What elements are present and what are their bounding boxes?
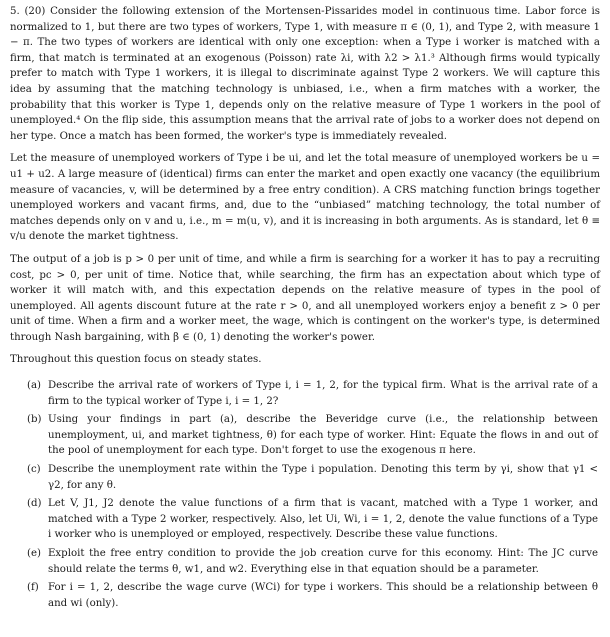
- question-part-d: [10, 496, 600, 543]
- part-label: (a): [27, 380, 42, 392]
- question-part-b: [10, 412, 600, 459]
- question-part-a: [10, 378, 600, 409]
- question-part-e: [10, 546, 600, 577]
- problem-number: 5.: [10, 6, 20, 17]
- question-part-f: [10, 580, 600, 611]
- part-text: Let V, J1, J2 denote the value functions of a firm that is vacant, matched with a Type 1 worker, and matched with a Type 2 worker, respectively. Also, let Ui, Wi, i = 1, 2, denote the value functions of a Type i worker who is unemployed or employed, respectively. Describe these value functions.: [48, 498, 598, 541]
- part-label: (c): [27, 464, 41, 476]
- part-label: (e): [27, 548, 41, 559]
- part-text: For i = 1, 2, describe the wage curve (WCi) for type i workers. This should be a relationship between θ and wi (only).: [48, 582, 598, 609]
- part-label: (b): [27, 414, 42, 426]
- paragraph-output-costs: The output of a job is p > 0 per unit of time, and while a firm is searching for a worker it has to pay a recruiting cost, pc > 0, per unit of time. Notice that, while searching, the firm has an expectation about which type of worker it will match with, and this expectation depends on the relative measure of types in the pool of unemployed. All agents discount future at the rate r > 0, and all unemployed workers enjoy a benefit z > 0 per unit of time. When a firm and a worker meet, the wage, which is contingent on the worker's type, is determined through Nash bargaining, with β ∈ (0, 1) denoting the worker's power.: [10, 253, 600, 343]
- part-text: Describe the arrival rate of workers of Type i, i = 1, 2, for the typical firm. What is the arrival rate of a firm to the typical worker of Type i, i = 1, 2?: [48, 380, 598, 407]
- part-label: (d): [27, 498, 42, 510]
- problem-intro: [10, 4, 600, 144]
- part-text: Describe the unemployment rate within the Type i population. Denoting this term by γi, show that γ1 < γ2, for any θ.: [48, 464, 598, 491]
- part-label: (f): [27, 582, 39, 594]
- part-text: Exploit the free entry condition to provide the job creation curve for this economy. Hint: The JC curve should relate the terms θ, w1, and w2. Everything else in that equation should be a parameter.: [48, 548, 598, 575]
- intro-text: (20) Consider the following extension of the Mortensen-Pissarides model in continuous time. Labor force is normalized to 1, but there are two types of workers, Type 1, with measure π ∈ (0, 1), and Type 2, with measure 1 − π. The two types of workers are identical with only one exception: when a Type i worker is matched with a firm, that match is terminated at an exogenous (Poisson) rate λi, with λ2 > λ1.³ Although firms would typically prefer to match with Type 1 workers, it is illegal to discriminate against Type 2 workers. We will capture this idea by assuming that the matching technology is unbiased, i.e., when a firm matches with a worker, the probability that this worker is Type 1, depends only on the relative measure of Type 1 workers in the pool of unemployed.⁴ On the flip side, this assumption means that the arrival rate of jobs to a worker does not depend on her type. Once a match has been formed, the worker's type is immediately revealed.: [10, 6, 600, 142]
- part-text: Using your findings in part (a), describe the Beveridge curve (i.e., the relationship between unemployment, ui, and market tightness, θ) for each type of worker. Hint: Equate the flows in and out of the pool of unemployment for each type. Don't forget to use the exogenous π here.: [48, 414, 598, 457]
- question-parts: [10, 378, 600, 611]
- paragraph-steady-state: Throughout this question focus on steady states.: [10, 354, 262, 366]
- paragraph-unemployment-matching: Let the measure of unemployed workers of Type i be ui, and let the total measure of unemployed workers be u = u1 + u2. A large measure of (identical) firms can enter the market and open exactly one vacancy (the equilibrium measure of vacancies, v, will be determined by a free entry condition). A CRS matching function brings together unemployed workers and vacant firms, and, due to the “unbiased” matching technology, the total number of matches depends only on v and u, i.e., m = m(u, v), and it is increasing in both arguments. As is standard, let θ ≡ v/u denote the market tightness.: [10, 153, 600, 243]
- question-part-c: [10, 462, 600, 493]
